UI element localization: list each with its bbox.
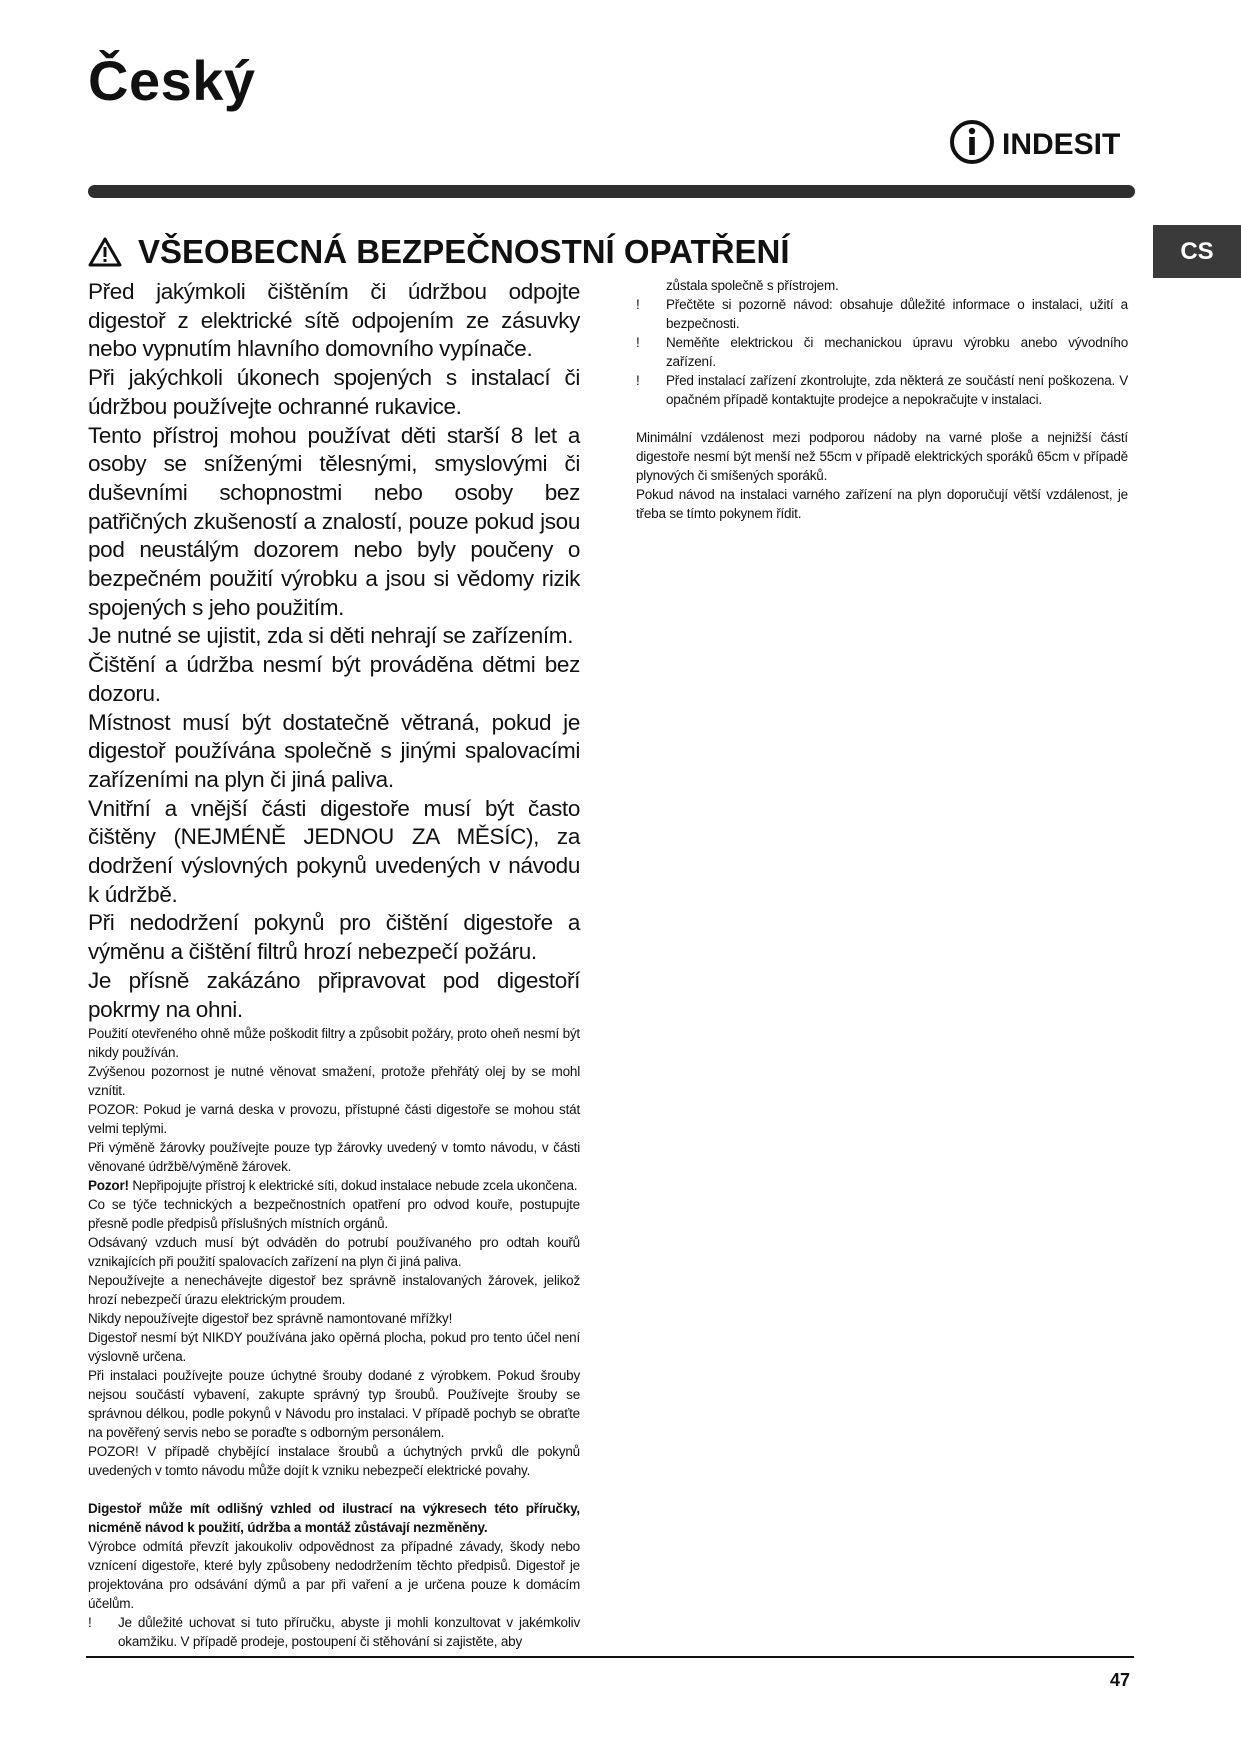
safety-paragraph: Je přísně zakázáno připravovat pod digestoří pokrmy na ohni. — [88, 967, 580, 1022]
section-heading-text: VŠEOBECNÁ BEZPEČNOSTNÍ OPATŘENÍ — [138, 233, 790, 270]
section-heading — [88, 233, 790, 271]
list-item — [636, 333, 1128, 371]
brand-logo — [950, 118, 1130, 171]
safety-paragraph: Vnitřní a vnější části digestoře musí být často čištěny (NEJMÉNĚ JEDNOU ZA MĚSÍC), za dodržení výslovných pokynů uvedených v návodu k údržbě. — [88, 795, 580, 907]
manufacturer-note: Výrobce odmítá převzít jakoukoliv odpovědnost za případné závady, škody nebo vznícení digestoře, které byly způsobeny nedodržením těchto předpisů. Digestoř je projektována pro odsávání dýmů a par při vaření a je určena pouze k domácím účelům. — [88, 1539, 580, 1612]
appearance-notice: Digestoř může mít odlišný vzhled od ilustrací na výkresech této příručky, nicméně návod k použití, údržba a montáž zůstávají nezměněny. — [88, 1501, 580, 1536]
left-column — [88, 278, 580, 1651]
exclamation-bullet: ! — [88, 1615, 92, 1631]
list-item-text: zůstala společně s přístrojem. — [666, 278, 839, 293]
note-paragraph: POZOR! V případě chybějící instalace šroubů a úchytných prvků dle pokynů uvedených v tomto návodu může dojít k vzniku nebezpečí elektrické povahy. — [88, 1444, 580, 1479]
safety-paragraph: Je nutné se ujistit, zda si děti nehrají se zařízením. — [88, 623, 574, 649]
safety-paragraph: Při nedodržení pokynů pro čištění digestoře a výměnu a čištění filtrů hrozí nebezpečí požáru. — [88, 910, 580, 965]
page-number: 47 — [1109, 1670, 1130, 1690]
pozor-text: Nepřipojujte přístroj k elektrické síti, dokud instalace nebude zcela ukončena. — [128, 1178, 578, 1194]
list-item-text: Před instalací zařízení zkontrolujte, zda některá ze součástí není poškozena. V opačném případě kontaktujte prodejce a nepokračujte v instalaci. — [666, 373, 1128, 407]
note-paragraph: Při výměně žárovky používejte pouze typ žárovky uvedený v tomto návodu, v části věnované údržbě/výměně žárovek. — [88, 1140, 580, 1175]
list-item-text: Je důležité uchovat si tuto příručku, abyste ji mohli konzultovat v jakémkoliv okamžiku. V případě prodeje, postoupení či stěhování si zajistěte, aby — [118, 1615, 580, 1650]
note-paragraph: Při instalaci používejte pouze úchytné šrouby dodané z výrobkem. Pokud šrouby nejsou součástí vybavení, zakupte správný typ šroubů. Používejte šrouby se správnou délkou, podle pokynů v Návodu pro instalaci. V případě pochyb se obraťte na pověřený servis nebo se poraďte s odborným personálem. — [88, 1368, 580, 1441]
indesit-logo-icon — [950, 118, 1130, 166]
svg-text:INDESIT: INDESIT — [1002, 128, 1121, 161]
safety-paragraph: Místnost musí být dostatečně větraná, pokud je digestoř používána společně s jinými spalovacími zařízeními na plyn či jiná paliva. — [88, 709, 580, 792]
list-item-text: Neměňte elektrickou či mechanickou úpravu výrobku anebo vývodního zařízení. — [666, 335, 1128, 369]
right-column — [636, 276, 1128, 523]
pozor-paragraph — [88, 1176, 580, 1195]
safety-paragraph: Čištění a údržba nesmí být prováděna dětmi bez dozoru. — [88, 652, 580, 706]
pozor-label: Pozor! — [88, 1178, 129, 1194]
exclamation-bullet: ! — [636, 297, 640, 312]
list-item — [88, 1613, 580, 1651]
list-item — [636, 295, 1128, 333]
note-paragraph: POZOR: Pokud je varná deska v provozu, přístupné části digestoře se mohou stát velmi teplými. — [88, 1102, 580, 1137]
list-item — [636, 371, 1128, 409]
note-paragraph: Digestoř nesmí být NIKDY používána jako opěrná plocha, pokud pro tento účel není výslovně určena. — [88, 1330, 580, 1365]
note-paragraph: Použití otevřeného ohně může poškodit filtry a způsobit požáry, proto oheň nesmí být nikdy používán. — [88, 1026, 580, 1061]
note-paragraph: Odsávaný vzduch musí být odváděn do potrubí používaného pro odtah kouřů vznikajících při použití spalovacích zařízení na plyn či jiná paliva. — [88, 1235, 580, 1270]
note-paragraph: Co se týče technických a bezpečnostních opatření pro odvod kouře, postupujte přesně podle předpisů příslušných místních orgánů. — [88, 1197, 580, 1232]
exclamation-bullet: ! — [636, 373, 640, 388]
list-item-continued — [636, 276, 1128, 295]
note-paragraph: Nepoužívejte a nenechávejte digestoř bez správně instalovaných žárovek, jelikož hrozí nebezpečí úrazu elektrickým proudem. — [88, 1273, 580, 1308]
footer-divider — [86, 1656, 1134, 1658]
language-tab: CS — [1153, 225, 1241, 278]
distance-note: Minimální vzdálenost mezi podporou nádoby na varné ploše a nejnižší částí digestoře nesmí být menší než 55cm v případě elektrických sporáků 65cm v případě plynových či smíšených sporáků. — [636, 430, 1128, 483]
note-paragraph: Nikdy nepoužívejte digestoř bez správně namontované mřížky! — [88, 1311, 453, 1327]
distance-note: Pokud návod na instalaci varného zařízení na plyn doporučují větší vzdálenost, je třeba se tímto pokynem řídit. — [636, 487, 1128, 521]
warning-triangle-icon — [88, 236, 122, 268]
list-item-text: Přečtěte si pozorně návod: obsahuje důležité informace o instalaci, užití a bezpečnosti. — [666, 297, 1128, 331]
note-paragraph: Zvýšenou pozornost je nutné věnovat smažení, protože přehřátý olej by se mohl vznítit. — [88, 1064, 580, 1099]
language-title: Český — [88, 49, 256, 112]
safety-paragraph: Před jakýmkoli čištěním či údržbou odpojte digestoř z elektrické sítě odpojením ze zásuvky nebo vypnutím hlavního domovního vypínače. — [88, 279, 580, 362]
safety-paragraph: Tento přístroj mohou používat děti starší 8 let a osoby se sníženými tělesnými, smyslovými či duševními schopnostmi nebo osoby bez patřičných zkušeností a znalostí, pouze pokud jsou pod neustálým dozorem nebo byly poučeny o bezpečném použití výrobku a jsou si vědomy rizik spojených s jeho použitím. — [88, 422, 580, 620]
header-divider — [88, 185, 1135, 198]
exclamation-bullet: ! — [636, 335, 640, 350]
safety-paragraph: Při jakýchkoli úkonech spojených s instalací či údržbou používejte ochranné rukavice. — [88, 365, 580, 419]
